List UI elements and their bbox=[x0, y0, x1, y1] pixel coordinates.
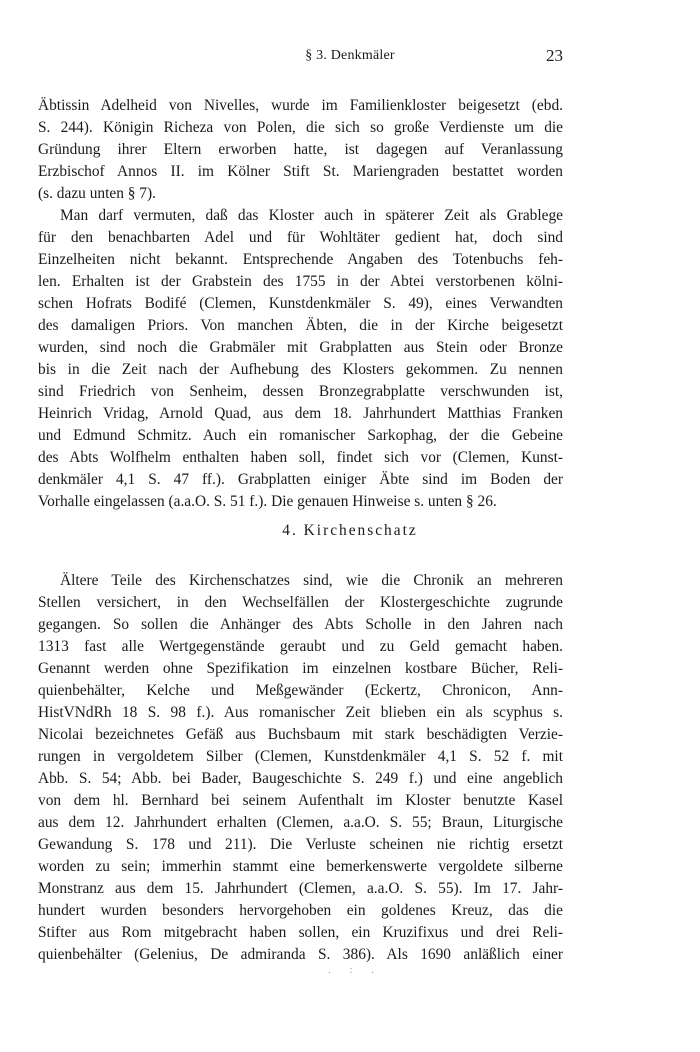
text-line: gegangen. So sollen die Anhänger des Abts Scholle in den Jahren nach bbox=[38, 616, 563, 633]
text-line: quienbehälter, Kelche und Meßgewänder (Eckertz, Chronicon, Ann- bbox=[38, 682, 563, 699]
text-line: schen Hofrats Bodifé (Clemen, Kunstdenkmäler S. 49), eines Verwandten bbox=[38, 295, 563, 312]
text-line: hundert wurden besonders hervorgehoben ein goldenes Kreuz, das die bbox=[38, 902, 563, 919]
text-line: (s. dazu unten § 7). bbox=[38, 185, 156, 202]
scan-specks: . : . bbox=[328, 964, 383, 976]
text-line: des damaligen Priors. Von manchen Äbten, die in der Kirche beigesetzt bbox=[38, 317, 563, 334]
text-line: Monstranz aus dem 15. Jahrhundert (Clemen, a.a.O. S. 55). Im 17. Jahr- bbox=[38, 880, 563, 897]
text-line: HistVNdRh 18 S. 98 f.). Aus romanischer Zeit blieben ein als scyphus s. bbox=[38, 704, 563, 721]
text-line: wurden, sind noch die Grabmäler mit Grabplatten aus Stein oder Bronze bbox=[38, 339, 563, 356]
text-line: quienbehälter (Gelenius, De admiranda S. 386). Als 1690 anläßlich einer bbox=[38, 946, 563, 963]
text-line: Äbtissin Adelheid von Nivelles, wurde im Familienkloster beigesetzt (ebd. bbox=[38, 97, 563, 114]
text-line: worden zu sein; immerhin stammt eine bemerkenswerte vergoldete silberne bbox=[38, 858, 563, 875]
text-line: bis in die Zeit nach der Aufhebung des Klosters gekommen. Zu nennen bbox=[38, 361, 563, 378]
text-line: len. Erhalten ist der Grabstein des 1755 in der Abtei verstorbenen kölni- bbox=[38, 273, 563, 290]
text-line: Stifter aus Rom mitgebracht haben sollen, ein Kruzifixus und drei Reli- bbox=[38, 924, 563, 941]
body-paragraphs-top bbox=[38, 95, 563, 513]
text-line: Abb. S. 54; Abb. bei Bader, Baugeschichte S. 249 f.) und eine angeblich bbox=[38, 770, 563, 787]
text-line: S. 244). Königin Richeza von Polen, die sich so große Verdienste um die bbox=[38, 119, 563, 136]
text-line: für den benachbarten Adel und für Wohltäter gedient hat, doch sind bbox=[38, 229, 563, 246]
text-line: Gewandung S. 178 und 211). Die Verluste scheinen nie richtig ersetzt bbox=[38, 836, 563, 853]
body-paragraphs-bottom bbox=[38, 570, 563, 966]
text-line: Stellen versichert, in den Wechselfällen der Klostergeschichte zugrunde bbox=[38, 594, 563, 611]
text-line: Gründung ihrer Eltern erworben hatte, ist dagegen auf Veranlassung bbox=[38, 141, 563, 158]
text-line: Einzelheiten nicht bekannt. Entsprechende Angaben des Totenbuchs feh- bbox=[38, 251, 563, 268]
text-line: von dem hl. Bernhard bei seinem Aufenthalt im Kloster benutzte Kasel bbox=[38, 792, 563, 809]
text-line: Genannt werden ohne Spezifikation im einzelnen kostbare Bücher, Reli- bbox=[38, 660, 563, 677]
text-line: 1313 fast alle Wertgegenstände geraubt und zu Geld gemacht haben. bbox=[38, 638, 563, 655]
text-line: aus dem 12. Jahrhundert erhalten (Clemen, a.a.O. S. 55; Braun, Liturgische bbox=[38, 814, 563, 831]
text-line: und Edmund Schmitz. Auch ein romanischer Sarkophag, der die Gebeine bbox=[38, 427, 563, 444]
text-line: des Abts Wolfhelm enthalten haben soll, findet sich vor (Clemen, Kunst- bbox=[38, 449, 563, 466]
text-line: Man darf vermuten, daß das Kloster auch in späterer Zeit als Grablege bbox=[60, 207, 563, 224]
text-line: sind Friedrich von Senheim, dessen Bronzegrabplatte verschwunden ist, bbox=[38, 383, 563, 400]
text-line: Ältere Teile des Kirchenschatzes sind, wie die Chronik an mehreren bbox=[60, 572, 563, 589]
section-heading: 4. Kirchenschatz bbox=[282, 522, 418, 539]
running-head: § 3. Denkmäler bbox=[305, 48, 395, 63]
text-line: Nicolai bezeichnetes Gefäß aus Buchsbaum mit stark beschädigten Verzie- bbox=[38, 726, 563, 743]
text-line: rungen in vergoldetem Silber (Clemen, Kunstdenkmäler 4,1 S. 52 f. mit bbox=[38, 748, 563, 765]
text-line: Erzbischof Annos II. im Kölner Stift St. Mariengraden bestattet worden bbox=[38, 163, 563, 180]
text-line: Vorhalle eingelassen (a.a.O. S. 51 f.). Die genauen Hinweise s. unten § 26. bbox=[38, 493, 497, 510]
text-line: denkmäler 4,1 S. 47 ff.). Grabplatten einiger Äbte sind im Boden der bbox=[38, 471, 563, 488]
page-number: 23 bbox=[546, 46, 563, 65]
text-line: Heinrich Vridag, Arnold Quad, aus dem 18. Jahrhundert Matthias Franken bbox=[38, 405, 563, 422]
